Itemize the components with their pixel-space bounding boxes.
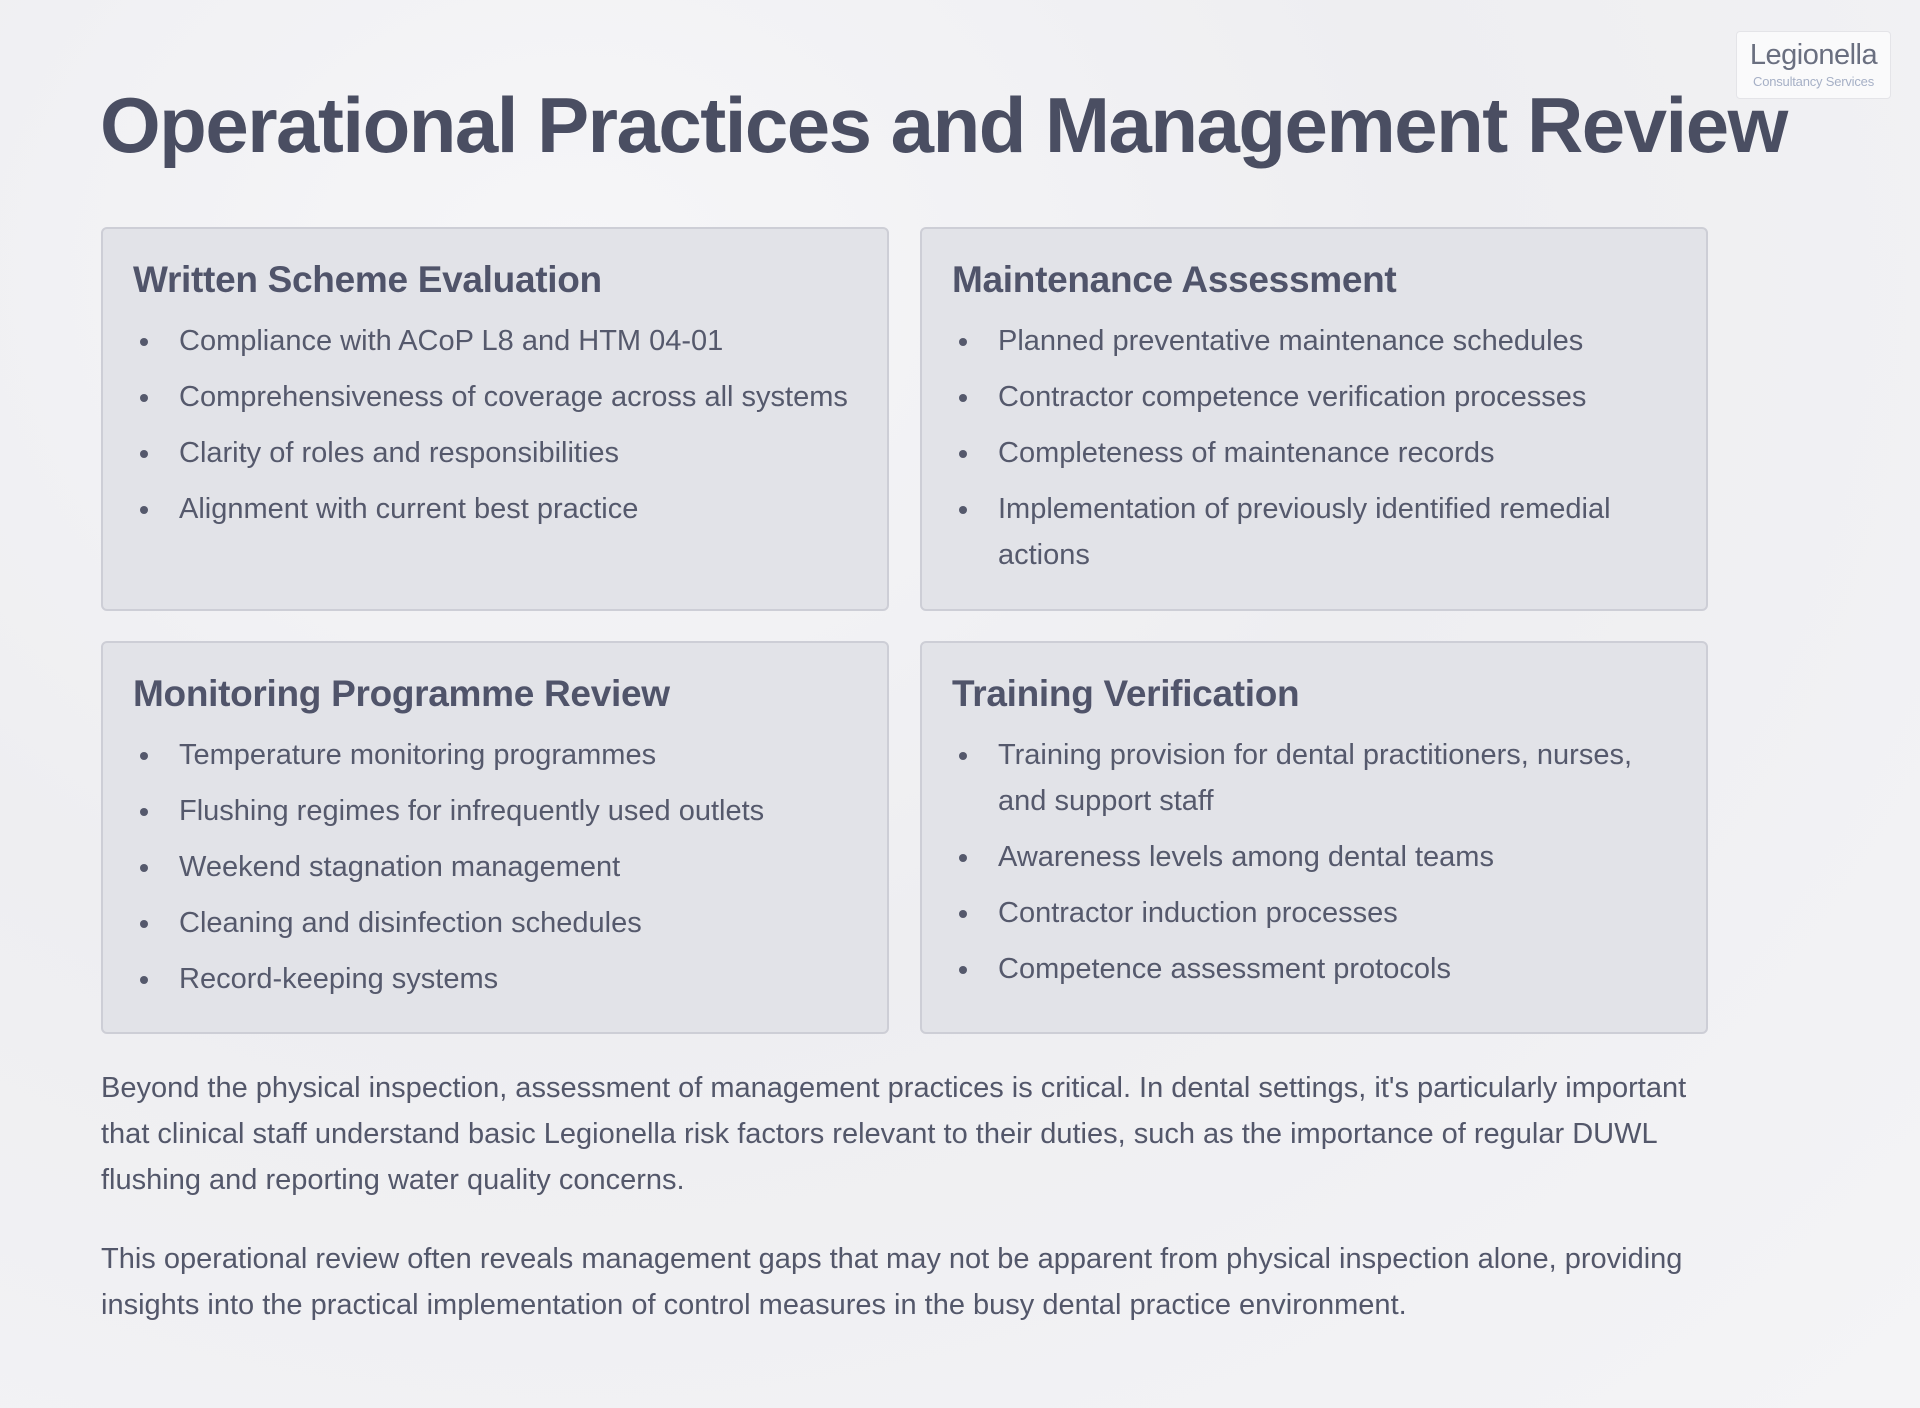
list-item: Clarity of roles and responsibilities <box>133 430 857 476</box>
list-item: Temperature monitoring programmes <box>133 732 857 778</box>
list-item: Contractor competence verification processes <box>952 374 1676 420</box>
card-list <box>952 732 1676 992</box>
card-title: Training Verification <box>952 673 1300 714</box>
list-item: Cleaning and disinfection schedules <box>133 900 857 946</box>
list-item: Weekend stagnation management <box>133 844 857 890</box>
body-paragraph: Beyond the physical inspection, assessment of management practices is critical. In dental settings, it's particularly important that clinical staff understand basic Legionella risk factors relevant to their duties, such as the importance of regular DUWL flushing and reporting water quality concerns. <box>101 1072 1687 1196</box>
list-item: Comprehensiveness of coverage across all systems <box>133 374 857 420</box>
card-list <box>133 732 857 1002</box>
card-title: Written Scheme Evaluation <box>133 259 602 300</box>
body-paragraph: This operational review often reveals management gaps that may not be apparent from physical inspection alone, providing insights into the practical implementation of control measures in the busy dental practice environment. <box>101 1243 1683 1321</box>
list-item: Awareness levels among dental teams <box>952 834 1676 880</box>
card-title: Monitoring Programme Review <box>133 673 670 714</box>
list-item: Implementation of previously identified remedial actions <box>952 486 1676 578</box>
logo-subtitle: Consultancy Services <box>1753 74 1874 89</box>
list-item: Alignment with current best practice <box>133 486 857 532</box>
card-list <box>952 318 1676 578</box>
list-item: Contractor induction processes <box>952 890 1676 936</box>
card-written-scheme <box>101 227 889 611</box>
list-item: Completeness of maintenance records <box>952 430 1676 476</box>
list-item: Record-keeping systems <box>133 956 857 1002</box>
list-item: Planned preventative maintenance schedules <box>952 318 1676 364</box>
list-item: Training provision for dental practitioners, nurses, and support staff <box>952 732 1676 824</box>
list-item: Flushing regimes for infrequently used outlets <box>133 788 857 834</box>
card-training <box>920 641 1708 1034</box>
list-item: Competence assessment protocols <box>952 946 1676 992</box>
card-maintenance <box>920 227 1708 611</box>
logo-name <box>1750 41 1877 70</box>
review-cards-grid <box>101 227 1708 1034</box>
card-list <box>133 318 857 532</box>
card-monitoring <box>101 641 889 1034</box>
logo-name-text: Legionella <box>1749 39 1878 71</box>
list-item: Compliance with ACoP L8 and HTM 04-01 <box>133 318 857 364</box>
card-title: Maintenance Assessment <box>952 259 1397 300</box>
page-title: Operational Practices and Management Review <box>100 81 1787 169</box>
